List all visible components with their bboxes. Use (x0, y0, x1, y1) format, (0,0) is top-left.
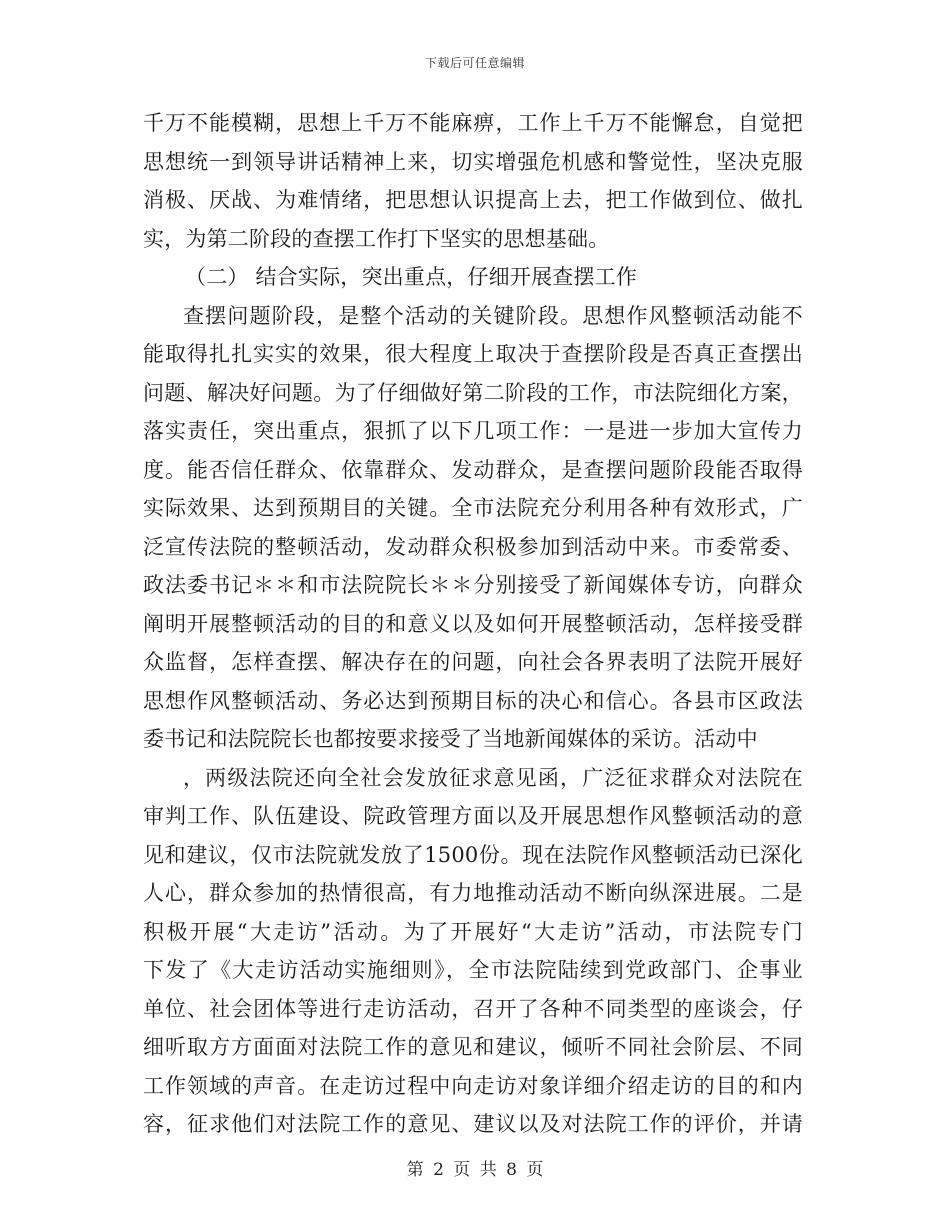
body-line-18: ，两级法院还向全社会发放征求意见函，广泛征求群众对法院在 (183, 765, 803, 790)
document-body (143, 104, 803, 1144)
body-line-26: 工作领域的声音。在走访过程中向走访对象详细介绍走访的目的和内 (143, 1073, 803, 1098)
body-line-2: 思想统一到领导讲话精神上来，切实增强危机感和警觉性，坚决克服 (143, 149, 803, 174)
body-line-21: 人心，群众参加的热情很高，有力地推动活动不断向纵深进展。二是 (143, 881, 803, 905)
body-line-14: 阐明开展整顿活动的目的和意义以及如何开展整顿活动，怎样接受群 (143, 611, 803, 636)
body-line-4: 实，为第二阶段的查摆工作打下坚实的思想基础。 (143, 226, 610, 251)
page-header-note: 下载后可任意编辑 (424, 56, 525, 70)
body-line-1: 千万不能模糊，思想上千万不能麻痹，工作上千万不能懈怠，自觉把 (143, 111, 803, 135)
body-line-20: 见和建议，仅市法院就发放了1500份。现在法院作风整顿活动已深化 (143, 842, 803, 867)
body-line-7: 能取得扎扎实实的效果，很大程度上取决于查摆阶段是否真正查摆出 (143, 342, 803, 366)
body-line-24: 单位、社会团体等进行走访活动，召开了各种不同类型的座谈会，仔 (143, 996, 803, 1021)
body-line-12: 泛宣传法院的整顿活动，发动群众积极参加到活动中来。市委常委、 (143, 534, 803, 559)
body-line-6: 查摆问题阶段，是整个活动的关键阶段。思想作风整顿活动能不 (183, 303, 803, 328)
body-line-19: 审判工作、队伍建设、院政管理方面以及开展思想作风整顿活动的意 (143, 804, 803, 828)
body-line-15: 众监督，怎样查摆、解决存在的问题，向社会各界表明了法院开展好 (143, 650, 803, 674)
body-line-11: 实际效果、达到预期目的关键。全市法院充分利用各种有效形式，广 (143, 496, 803, 520)
body-line-22: 积极开展“大走访”活动。为了开展好“大走访”活动，市法院专门 (143, 919, 803, 944)
body-line-25: 细听取方方面面对法院工作的意见和建议，倾听不同社会阶层、不同 (143, 1035, 803, 1059)
body-line-3: 消极、厌战、为难情绪，把思想认识提高上去，把工作做到位、做扎 (143, 188, 803, 212)
body-line-17: 委书记和法院院长也都按要求接受了当地新闻媒体的采访。活动中 (143, 727, 758, 751)
body-line-27: 容，征求他们对法院工作的意见、建议以及对法院工作的评价，并请 (143, 1112, 803, 1136)
body-line-13: 政法委书记＊＊和市法院院长＊＊分别接受了新闻媒体专访，向群众 (143, 573, 803, 597)
section-heading: （二） 结合实际，突出重点，仔细开展查摆工作 (185, 265, 638, 289)
body-line-10: 度。能否信任群众、依靠群众、发动群众，是查摆问题阶段能否取得 (143, 457, 803, 482)
body-line-8: 问题、解决好问题。为了仔细做好第二阶段的工作，市法院细化方案， (143, 380, 803, 405)
body-line-9: 落实责任，突出重点，狠抓了以下几项工作：一是进一步加大宣传力 (143, 419, 803, 443)
body-line-16: 思想作风整顿活动、务必达到预期目标的决心和信心。各县市区政法 (143, 688, 803, 713)
body-line-23: 下发了《大走访活动实施细则》，全市法院陆续到党政部门、企事业 (143, 958, 803, 982)
page-number-footer: 第 2 页 共 8 页 (406, 1160, 544, 1180)
